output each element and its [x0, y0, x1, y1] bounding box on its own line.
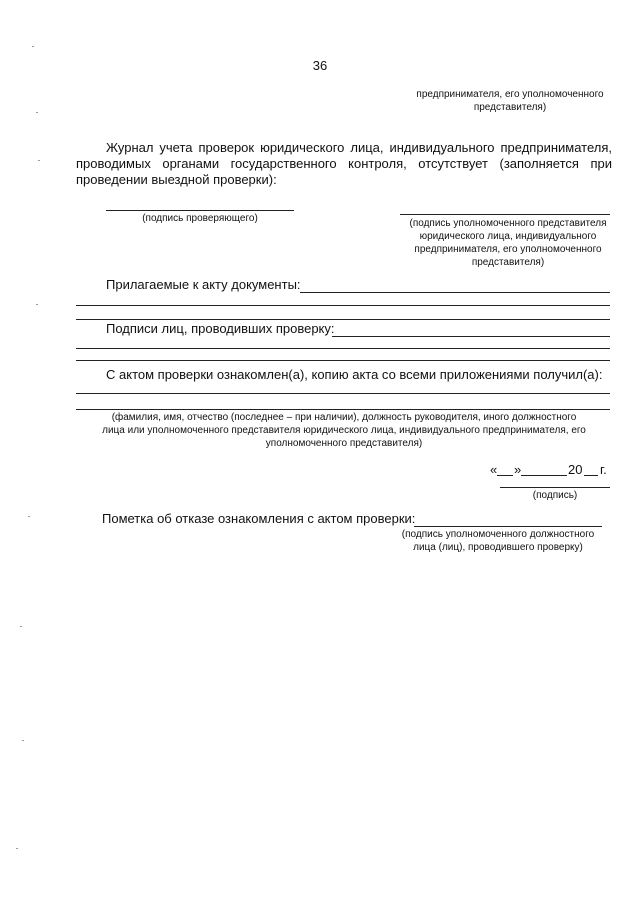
acquainted-label: С актом проверки ознакомлен(а), копию акта со всеми приложениями получил(а):	[106, 367, 603, 382]
top-note-line2: представителя)	[473, 102, 547, 113]
scan-speck	[20, 626, 22, 627]
rep-caption-line2: юридического лица, индивидуального	[419, 231, 597, 242]
attached-docs-field	[300, 292, 610, 293]
signature-caption: (подпись)	[532, 490, 578, 501]
acquainted-caption-line3: уполномоченного представителя)	[265, 438, 423, 449]
date-year-field	[584, 475, 598, 476]
scan-speck	[36, 304, 38, 305]
journal-paragraph	[76, 140, 612, 188]
scan-speck	[16, 848, 18, 849]
acquainted-caption-line1: (фамилия, имя, отчество (последнее – при наличии), должность руководителя, иного должностного	[111, 412, 577, 423]
acquainted-line1	[76, 393, 610, 394]
top-note-line1: предпринимателя, его уполномоченного	[416, 89, 604, 100]
date-open-quote: «	[490, 462, 498, 477]
inspectors-signatures-field	[332, 336, 610, 337]
attached-docs-line3	[76, 319, 610, 320]
refusal-caption-line2: лица (лиц), проводившего проверку)	[413, 542, 583, 553]
inspectors-signatures-line3	[76, 360, 610, 361]
attached-docs-line2	[76, 305, 610, 306]
attached-docs-label: Прилагаемые к акту документы:	[106, 277, 301, 292]
rep-caption-line3: предпринимателя, его уполномоченного	[414, 244, 602, 255]
refusal-caption-line1: (подпись уполномоченного должностного	[401, 529, 595, 540]
refusal-label: Пометка об отказе ознакомления с актом проверки:	[102, 511, 416, 526]
top-note	[395, 88, 625, 114]
scan-speck	[22, 740, 24, 741]
acquainted-caption-line2: лица или уполномоченного представителя юридического лица, индивидуального предпринимателя, его	[102, 425, 586, 436]
scan-speck	[28, 516, 30, 517]
scan-speck	[38, 160, 40, 161]
inspector-signature-line	[106, 210, 294, 211]
page-number: 36	[312, 58, 328, 73]
rep-signature-line	[400, 214, 610, 215]
date-close-quote: »	[514, 462, 522, 477]
inspectors-signatures-line2	[76, 348, 610, 349]
date-year-prefix: 20	[568, 462, 583, 477]
rep-caption-line4: представителя)	[471, 257, 545, 268]
acquainted-caption	[74, 411, 614, 450]
journal-line1: Журнал учета проверок юридического лица, индивидуального предпринимателя,	[106, 140, 612, 155]
signature-line	[500, 487, 610, 488]
rep-signature-caption	[388, 217, 628, 269]
inspector-signature-caption: (подпись проверяющего)	[142, 213, 258, 224]
refusal-caption	[378, 528, 618, 554]
date-line	[490, 462, 614, 480]
refusal-field	[414, 526, 602, 527]
acquainted-line2	[76, 409, 610, 410]
journal-line3: проведении выездной проверки):	[76, 172, 277, 187]
date-month-field	[521, 475, 567, 476]
scan-speck	[36, 112, 38, 113]
date-day-field	[497, 475, 513, 476]
inspectors-signatures-label: Подписи лиц, проводивших проверку:	[106, 321, 335, 336]
journal-line2: проводимых органами государственного контроля, отсутствует (заполняется при	[76, 156, 612, 171]
rep-caption-line1: (подпись уполномоченного представителя	[409, 218, 607, 229]
date-year-suffix: г.	[600, 462, 607, 477]
scan-speck	[32, 46, 34, 47]
